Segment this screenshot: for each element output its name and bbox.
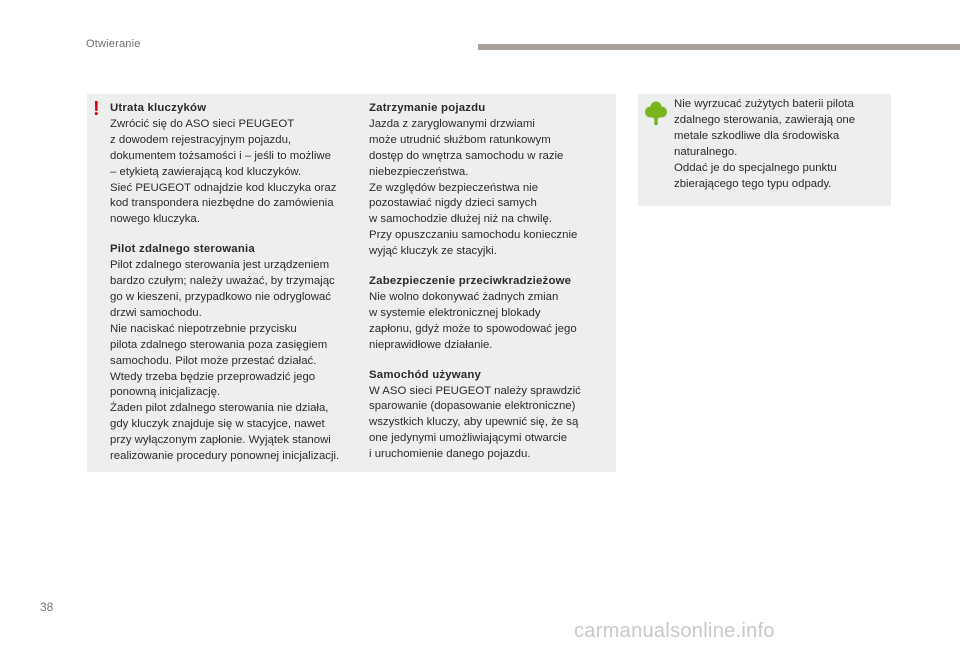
section-title: Otwieranie bbox=[86, 38, 141, 50]
warning-column-1 bbox=[110, 101, 355, 479]
block-title: Pilot zdalnego sterowania bbox=[110, 243, 255, 256]
warning-column-2 bbox=[369, 101, 609, 477]
block-title: Samochód używany bbox=[369, 368, 482, 381]
block-body: Zwrócić się do ASO sieci PEUGEOT z dowodem rejestracyjnym pojazdu, dokumentem tożsamości i – jeśli to możliwe – etykietą zawierającą kod kluczyków. Sieć PEUGEOT odnajdzie kod kluczyka oraz kod transpondera niezbędne do zamówienia nowego kluczyka. bbox=[110, 117, 337, 226]
block-body: Pilot zdalnego sterowania jest urządzeniem bardzo czułym; należy uważać, by trzymając go w kieszeni, przypadkowo nie odryglować drzwi samochodu. Nie naciskać niepotrzebnie przycisku pilota zdalnego sterowania poza zasięgiem samochodu. Pilot może przestać działać. Wtedy trzeba będzie przeprowadzić jego ponowną inicjalizację. Żaden pilot zdalnego sterowania nie działa, gdy kluczyk znajduje się w stacyjce, nawet przy wyłączonym zapłonie. Wyjątek stanowi realizowanie procedury ponownej inicjalizacji. bbox=[110, 259, 340, 463]
block-title: Zabezpieczenie przeciwkradzieżowe bbox=[369, 275, 572, 288]
tree-icon bbox=[645, 101, 667, 125]
info-block-stopping bbox=[369, 101, 609, 260]
info-block-anti-theft bbox=[369, 274, 609, 354]
page-number: 38 bbox=[40, 600, 54, 614]
block-title: Utrata kluczyków bbox=[110, 102, 207, 114]
watermark: carmanualsonline.info bbox=[574, 620, 775, 642]
info-block-used-car bbox=[369, 368, 609, 463]
exclamation-icon: ! bbox=[93, 98, 100, 120]
header-bar bbox=[478, 44, 960, 50]
block-body: W ASO sieci PEUGEOT należy sprawdzić sparowanie (dopasowanie elektroniczne) wszystkich kluczy, aby upewnić się, że są one jedynymi umożliwiającymi otwarcie i uruchomienie danego pojazdu. bbox=[369, 384, 581, 461]
block-title: Zatrzymanie pojazdu bbox=[369, 102, 486, 114]
eco-text bbox=[674, 97, 886, 192]
block-body: Nie wyrzucać zużytych baterii pilota zdalnego sterowania, zawierają one metale szkodliwe dla środowiska naturalnego. Oddać je do specjalnego punktu zbierającego tego typu odpady. bbox=[674, 98, 856, 190]
block-body: Jazda z zaryglowanymi drzwiami może utrudnić służbom ratunkowym dostęp do wnętrza samochodu w razie niebezpieczeństwa. Ze względów bezpieczeństwa nie pozostawiać nigdy dzieci samych w samochodzie dłużej niż na chwilę. Przy opuszczaniu samochodu koniecznie wyjąć kluczyk ze stacyjki. bbox=[369, 117, 578, 258]
block-body: Nie wolno dokonywać żadnych zmian w systemie elektronicznej blokady zapłonu, gdyż może to spowodować jego nieprawidłowe działanie. bbox=[369, 290, 577, 351]
info-block-remote-control bbox=[110, 242, 355, 465]
info-block-lost-keys bbox=[110, 101, 355, 228]
